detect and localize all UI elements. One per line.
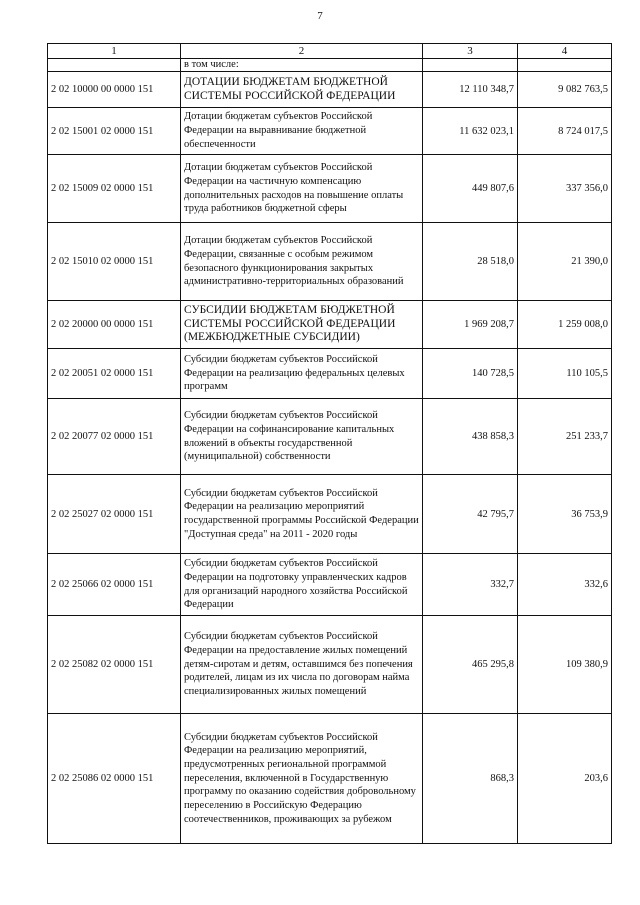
value-column-4-cell: 332,6 <box>518 554 612 616</box>
intro-value-4-cell <box>518 59 612 72</box>
value-column-3-cell: 11 632 023,1 <box>423 108 518 155</box>
value-column-4-cell: 251 233,7 <box>518 399 612 475</box>
table-row <box>48 349 612 399</box>
budget-code-cell: 2 02 15010 02 0000 151 <box>48 223 181 301</box>
value-column-3-cell: 332,7 <box>423 554 518 616</box>
column-header-3: 3 <box>423 44 518 59</box>
value-column-3-cell: 28 518,0 <box>423 223 518 301</box>
budget-item-name-cell: СУБСИДИИ БЮДЖЕТАМ БЮДЖЕТНОЙ СИСТЕМЫ РОССИЙСКОЙ ФЕДЕРАЦИИ (МЕЖБЮДЖЕТНЫЕ СУБСИДИИ) <box>181 301 423 349</box>
value-column-3-cell: 449 807,6 <box>423 155 518 223</box>
budget-item-name-cell: Субсидии бюджетам субъектов Российской Федерации на реализацию мероприятий, предусмотренных региональной программой переселения, включенной в Государственную программу по оказанию содействия добровольному переселению в Российскую Федерацию соотечественников, проживающих за рубежом <box>181 714 423 844</box>
table-row <box>48 616 612 714</box>
value-column-4-cell: 110 105,5 <box>518 349 612 399</box>
table-body <box>48 59 612 844</box>
intro-code-cell <box>48 59 181 72</box>
budget-code-cell: 2 02 15009 02 0000 151 <box>48 155 181 223</box>
table-row <box>48 554 612 616</box>
budget-item-name-cell: Субсидии бюджетам субъектов Российской Федерации на софинансирование капитальных вложений в объекты государственной (муниципальной) собственности <box>181 399 423 475</box>
value-column-3-cell: 12 110 348,7 <box>423 72 518 108</box>
intro-row <box>48 59 612 72</box>
intro-value-3-cell <box>423 59 518 72</box>
table-row <box>48 72 612 108</box>
column-header-2: 2 <box>181 44 423 59</box>
page-number: 7 <box>317 10 323 22</box>
value-column-4-cell: 337 356,0 <box>518 155 612 223</box>
value-column-3-cell: 140 728,5 <box>423 349 518 399</box>
value-column-3-cell: 42 795,7 <box>423 475 518 554</box>
budget-item-name-cell: ДОТАЦИИ БЮДЖЕТАМ БЮДЖЕТНОЙ СИСТЕМЫ РОССИЙСКОЙ ФЕДЕРАЦИИ <box>181 72 423 108</box>
value-column-4-cell: 1 259 008,0 <box>518 301 612 349</box>
table-row <box>48 399 612 475</box>
value-column-4-cell: 8 724 017,5 <box>518 108 612 155</box>
column-header-4: 4 <box>518 44 612 59</box>
budget-item-name-cell: Дотации бюджетам субъектов Российской Федерации на частичную компенсацию дополнительных расходов на повышение оплаты труда работников бюджетной сферы <box>181 155 423 223</box>
budget-item-name-cell: Дотации бюджетам субъектов Российской Федерации на выравнивание бюджетной обеспеченности <box>181 108 423 155</box>
column-header-1: 1 <box>48 44 181 59</box>
table-row <box>48 475 612 554</box>
value-column-4-cell: 21 390,0 <box>518 223 612 301</box>
budget-code-cell: 2 02 25082 02 0000 151 <box>48 616 181 714</box>
budget-item-name-cell: Субсидии бюджетам субъектов Российской Федерации на предоставление жилых помещений детям-сиротам и детям, оставшимся без попечения родителей, лицам из их числа по договорам найма специализированных жилых помещений <box>181 616 423 714</box>
budget-code-cell: 2 02 10000 00 0000 151 <box>48 72 181 108</box>
budget-code-cell: 2 02 20051 02 0000 151 <box>48 349 181 399</box>
table-row <box>48 108 612 155</box>
budget-code-cell: 2 02 20077 02 0000 151 <box>48 399 181 475</box>
budget-code-cell: 2 02 25086 02 0000 151 <box>48 714 181 844</box>
budget-item-name-cell: Субсидии бюджетам субъектов Российской Федерации на реализацию федеральных целевых программ <box>181 349 423 399</box>
value-column-3-cell: 1 969 208,7 <box>423 301 518 349</box>
table-row <box>48 223 612 301</box>
budget-code-cell: 2 02 20000 00 0000 151 <box>48 301 181 349</box>
value-column-4-cell: 203,6 <box>518 714 612 844</box>
header-row <box>48 44 612 59</box>
table-row <box>48 714 612 844</box>
budget-code-cell: 2 02 15001 02 0000 151 <box>48 108 181 155</box>
value-column-3-cell: 465 295,8 <box>423 616 518 714</box>
value-column-3-cell: 438 858,3 <box>423 399 518 475</box>
budget-item-name-cell: Субсидии бюджетам субъектов Российской Федерации на реализацию мероприятий государственной программы Российской Федерации "Доступная среда" на 2011 - 2020 годы <box>181 475 423 554</box>
value-column-4-cell: 109 380,9 <box>518 616 612 714</box>
budget-table <box>47 43 612 844</box>
budget-code-cell: 2 02 25066 02 0000 151 <box>48 554 181 616</box>
budget-item-name-cell: Субсидии бюджетам субъектов Российской Федерации на подготовку управленческих кадров для организаций народного хозяйства Российской Федерации <box>181 554 423 616</box>
value-column-4-cell: 9 082 763,5 <box>518 72 612 108</box>
value-column-3-cell: 868,3 <box>423 714 518 844</box>
value-column-4-cell: 36 753,9 <box>518 475 612 554</box>
intro-text: в том числе: <box>181 59 423 72</box>
budget-code-cell: 2 02 25027 02 0000 151 <box>48 475 181 554</box>
table-row <box>48 155 612 223</box>
budget-item-name-cell: Дотации бюджетам субъектов Российской Федерации, связанные с особым режимом безопасного функционирования закрытых административно-территориальных образований <box>181 223 423 301</box>
table-row <box>48 301 612 349</box>
